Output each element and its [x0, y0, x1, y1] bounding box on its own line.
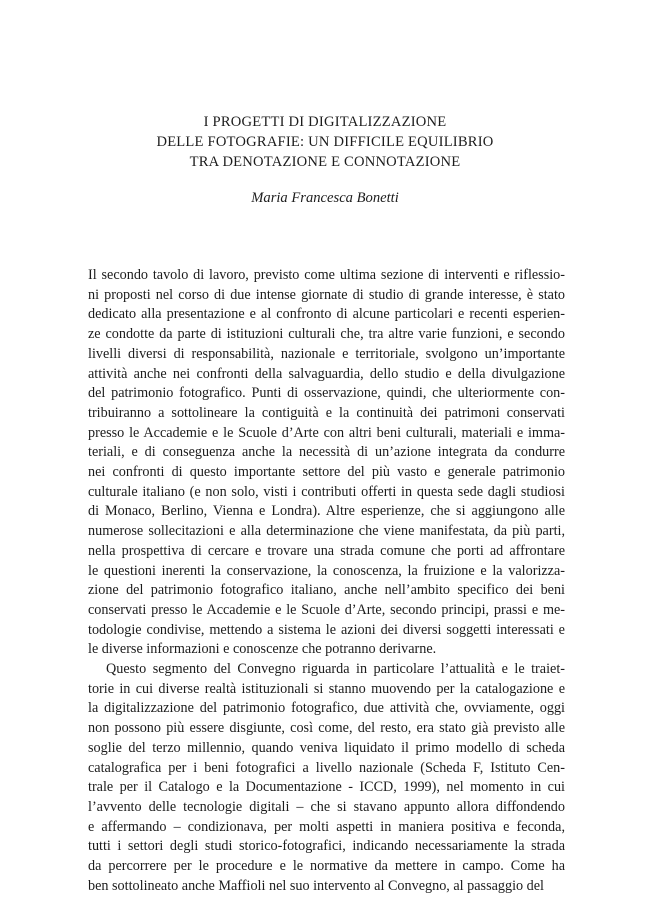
text-line: ze condotte da parte di istituzioni culturali che, tra altre varie funzioni, e secondo [88, 326, 565, 343]
text-line: nei confronti di questo importante settore del più vasto e generale patrimonio [88, 464, 565, 481]
paragraph [88, 266, 565, 660]
text-line: trale per il Catalogo e la Documentazione - ICCD, 1999), nel momento in cui [88, 779, 565, 796]
text-line: torie in cui diverse realtà istituzionali si stanno muovendo per la catalogazione e [88, 680, 565, 697]
text-line: attività anche nei confronti della salvaguardia, dello studio e della divulgazione [88, 365, 565, 382]
text-line: ni proposti nel corso di due intense giornate di studio di grande interesse, è stato [88, 286, 565, 303]
title-line: TRA DENOTAZIONE E CONNOTAZIONE [189, 154, 461, 170]
text-line: del patrimonio fotografico. Punti di osservazione, quindi, che ulteriormente con- [88, 385, 565, 402]
text-line: la digitalizzazione del patrimonio fotografico, due attività che, ovviamente, oggi [88, 700, 565, 717]
text-line: livelli diversi di responsabilità, nazionale e territoriale, svolgono un’importante [88, 345, 565, 362]
text-line: ben sottolineato anche Maffioli nel suo intervento al Convegno, al passaggio del [88, 877, 544, 894]
paragraph [88, 660, 565, 896]
text-line: nella prospettiva di cercare e trovare una strada comune che porti ad affrontare [88, 542, 565, 559]
article-title [60, 112, 590, 172]
text-line: Questo segmento del Convegno riguarda in particolare l’attualità e le traiet- [106, 661, 565, 678]
text-line: zione del patrimonio fotografico italiano, anche nell’ambito specifico dei beni [88, 582, 565, 599]
text-line: soglie del terzo millennio, quando veniva liquidato il primo modello di scheda [88, 739, 565, 756]
text-line: todologie condivise, mettendo a sistema le azioni dei diversi soggetti interessati e [88, 621, 565, 638]
text-line: conservati presso le Accademie e le Scuole d’Arte, secondo principi, prassi e me- [88, 601, 565, 618]
text-line: tutti i settori degli studi storico-fotografici, indicando necessariamente la strada [88, 838, 565, 855]
title-line: DELLE FOTOGRAFIE: UN DIFFICILE EQUILIBRIO [156, 134, 494, 150]
author-name: Maria Francesca Bonetti [251, 190, 399, 206]
text-line: l’avvento delle tecnologie digitali – che si stavano appunto allora diffondendo [88, 798, 565, 815]
body-text [88, 266, 565, 897]
text-line: culturale italiano (e non solo, visti i contributi offerti in questa sede dagli studiosi [88, 483, 565, 500]
text-line: Il secondo tavolo di lavoro, previsto come ultima sezione di interventi e riflessio- [88, 267, 565, 283]
text-line: le questioni inerenti la conservazione, la conoscenza, la fruizione e la valorizza- [88, 562, 565, 579]
text-line: catalografica per i beni fotografici a livello nazionale (Scheda F, Istituto Cen- [88, 759, 565, 776]
text-line: e affermando – condizionava, per molti aspetti in maniera positiva e feconda, [88, 818, 565, 835]
text-line: dedicato alla presentazione e al confronto di alcune particolari e recenti esperien- [88, 306, 565, 323]
text-line: presso le Accademie e le Scuole d’Arte con altri beni culturali, materiali e imma- [88, 424, 565, 441]
text-line: non possono più essere disgiunte, così come, del resto, era stato già previsto alle [88, 720, 565, 737]
text-line: teriali, e di conseguenza anche la necessità di un’azione integrata da condurre [88, 444, 565, 461]
title-line: I PROGETTI DI DIGITALIZZAZIONE [203, 114, 447, 130]
text-line: le diverse informazioni e conoscenze che potranno derivarne. [88, 641, 437, 658]
text-line: numerose sollecitazioni e alla determinazione che viene manifestata, da più parti, [88, 523, 565, 540]
text-line: da percorrere per le procedure e le normative da mettere in campo. Come ha [88, 858, 565, 875]
text-line: tribuiranno a sottolineare la contiguità e la continuità dei patrimoni conservati [88, 404, 565, 421]
text-line: di Monaco, Berlino, Vienna e Londra). Altre esperienze, che si aggiungono alle [88, 503, 565, 520]
